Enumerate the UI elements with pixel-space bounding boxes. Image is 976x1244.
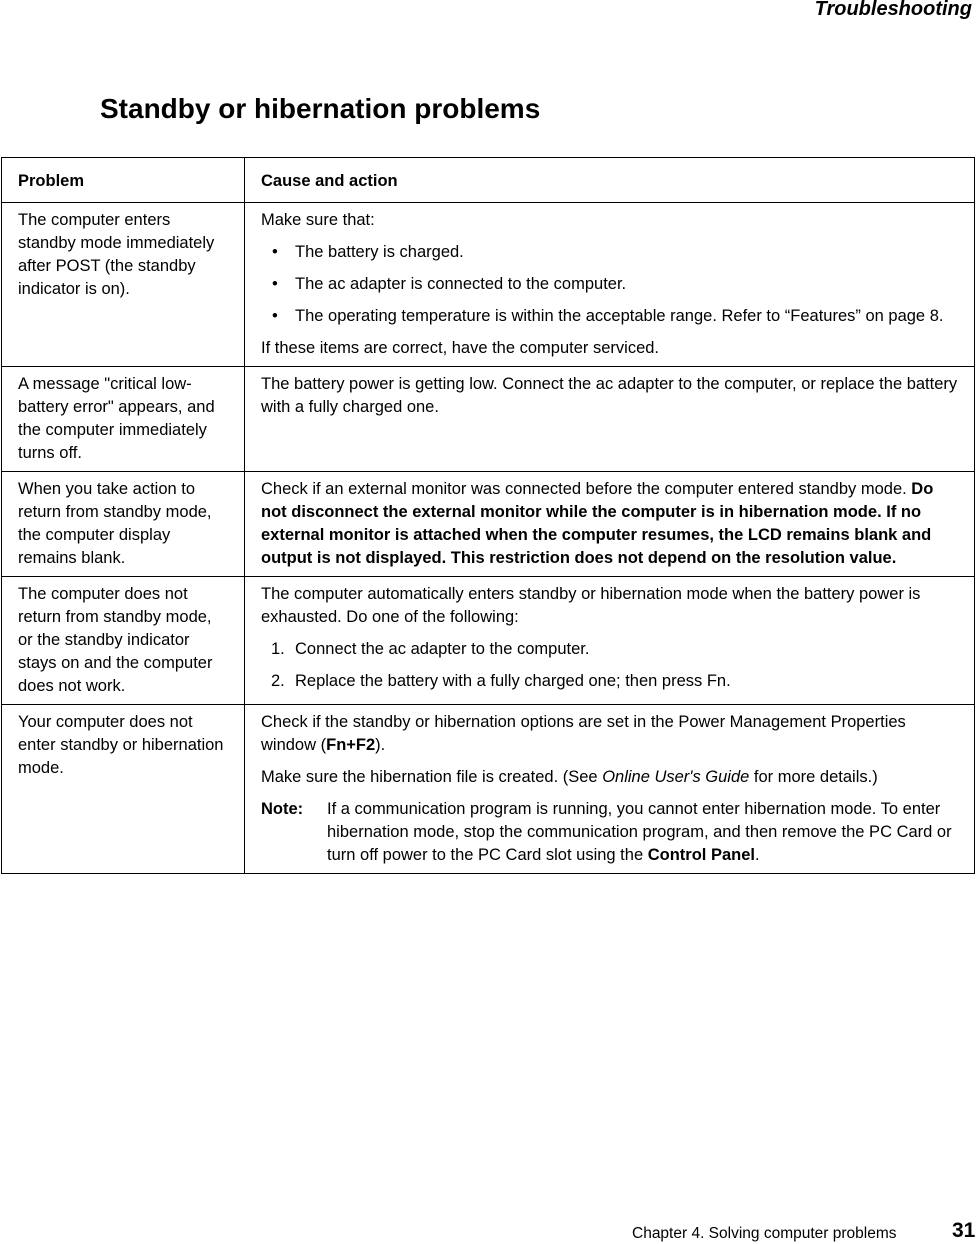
- action-intro: The computer automatically enters standby or hibernation mode when the battery power is exhausted. Do one of the following:: [261, 585, 921, 626]
- step-text: Connect the ac adapter to the computer.: [295, 640, 590, 658]
- list-item: [261, 670, 960, 693]
- action-intro: Make sure that:: [261, 211, 375, 229]
- list-item: • The ac adapter is connected to the computer.: [261, 273, 960, 296]
- note: [261, 798, 960, 867]
- problem-cell: Your computer does not enter standby or hibernation mode.: [2, 705, 245, 874]
- table-row: [2, 577, 975, 705]
- action-closing: If these items are correct, have the computer serviced.: [261, 339, 660, 357]
- checklist: [261, 241, 960, 328]
- problem-cell: A message "critical low-battery error" appears, and the computer immediately turns off.: [2, 367, 245, 472]
- column-header-cause-action: Cause and action: [245, 158, 975, 203]
- action-paragraph: Check if the standby or hibernation options are set in the Power Management Properties window (Fn+F2).: [261, 713, 906, 754]
- problems-table: [1, 157, 975, 874]
- list-item: • The operating temperature is within the acceptable range. Refer to “Features” on page 8.: [261, 305, 960, 328]
- list-item: [261, 638, 960, 661]
- table-row: [2, 367, 975, 472]
- action-paragraph: Make sure the hibernation file is created. (See Online User's Guide for more details.): [261, 768, 878, 786]
- action-cell: [245, 577, 975, 705]
- step-text: Replace the battery with a fully charged one; then press Fn.: [295, 672, 731, 690]
- table-row: [2, 472, 975, 577]
- problem-cell: The computer does not return from standby mode, or the standby indicator stays on and the computer does not work.: [2, 577, 245, 705]
- footer-chapter: Chapter 4. Solving computer problems: [632, 1225, 897, 1242]
- control-panel-reference: Control Panel: [647, 846, 755, 864]
- note-text: If a communication program is running, you cannot enter hibernation mode. To enter hibernation mode, stop the communication program, and then remove the PC Card or turn off power to the PC Card slot using the Control Panel.: [327, 800, 952, 864]
- action-cell: The battery power is getting low. Connect the ac adapter to the computer, or replace the battery with a fully charged one.: [245, 367, 975, 472]
- column-header-problem: Problem: [2, 158, 245, 203]
- step-list: [261, 638, 960, 693]
- page-number: 31: [952, 1219, 976, 1242]
- key-combination: Fn+F2: [326, 736, 376, 754]
- action-text: Check if an external monitor was connected before the computer entered standby mode.: [261, 480, 912, 498]
- guide-reference: Online User's Guide: [602, 768, 750, 786]
- table-header-row: [2, 158, 975, 203]
- section-title: Standby or hibernation problems: [100, 93, 541, 124]
- table-row: [2, 705, 975, 874]
- problem-cell: When you take action to return from standby mode, the computer display remains blank.: [2, 472, 245, 577]
- action-cell: [245, 203, 975, 367]
- warning-text: Do not disconnect the external monitor while the computer is in hibernation mode. If no external monitor is attached when the computer resumes, the LCD remains blank and output is not displayed. This restriction does not depend on the resolution value.: [261, 480, 934, 567]
- action-cell: [245, 705, 975, 874]
- table-row: [2, 203, 975, 367]
- step-number: 1.: [271, 640, 285, 658]
- note-label: Note:: [261, 800, 304, 818]
- action-cell: [245, 472, 975, 577]
- running-header: Troubleshooting: [814, 0, 972, 20]
- list-item: • The battery is charged.: [261, 241, 960, 264]
- step-number: 2.: [271, 672, 285, 690]
- problem-cell: The computer enters standby mode immediately after POST (the standby indicator is on).: [2, 203, 245, 367]
